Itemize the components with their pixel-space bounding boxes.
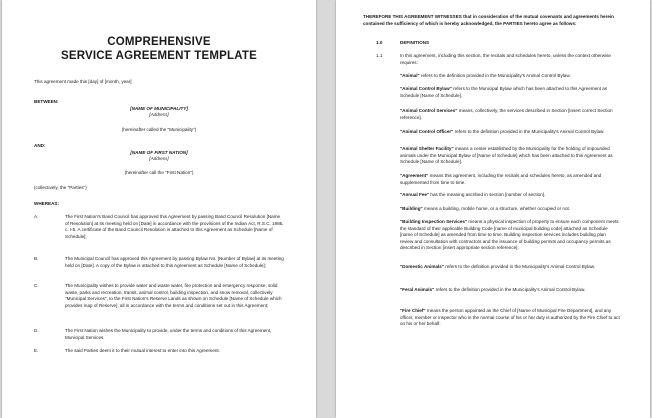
municipality-address: [Address] (149, 112, 169, 117)
definition-item (400, 73, 620, 80)
definition-text: has the meaning ascribed in section [number of section]. (429, 192, 546, 197)
between-label: BETWEEN: (34, 99, 59, 104)
document-title-line2: SERVICE AGREEMENT TEMPLATE (60, 50, 258, 62)
definition-term: "Building" (400, 206, 423, 211)
first-nation-hereinafter: (hereinafter call the "First Nation") (124, 170, 194, 175)
municipality-name: [NAME OF MUNICIPALITY] (130, 106, 188, 111)
definition-text: means this agreement, including the recitals and schedules hereto, as amended and supplemented from time to time. (400, 173, 602, 185)
definition-term: "Building Inspection Services" (400, 219, 468, 224)
recital-letter: B. (34, 256, 39, 261)
definition-item (400, 86, 620, 99)
document-page-right (336, 0, 650, 418)
recital-letter: D. (34, 328, 39, 333)
definition-term: "Feral Animals" (400, 287, 435, 292)
definition-term: "Annual Fee" (400, 192, 430, 197)
recital-text: The said Parties deem it to their mutual interest to enter into this Agreement. (65, 348, 220, 353)
definition-item (400, 264, 620, 271)
recital-text: The Municipality wishes to provide water and waste water, fire protection and emergency response, solid waste, parks and recreation, transit, animal control, building inspection, and snow removal, collectively "Municipal Services", to the First Nation's Reserve Lands as shown on Schedule [Name of Schedule which provides map of Reserve], all in accordance with the terms and conditions set out in this Agreement; (65, 283, 282, 308)
definition-text: means a center established by the Municipality for the holding of impounded animals under the Municipal Bylaw of [Name of Schedule] which has been attached to this Agreement as Schedule [Name of Schedule]. (400, 146, 613, 164)
definition-text: means the person appointed as the Chief of [Name of Municipal Fire Department], and any officer, member or inspector who in the normal course of his or her duty is authorized by the Fire Chief to act on his or her behalf. (400, 308, 620, 326)
definition-text: refers to the definition provided in the Municipality's Animal Control Bylaw. (434, 287, 586, 292)
first-nation-address: [Address] (149, 156, 169, 161)
definition-term: "Animal Shelter Facility" (400, 146, 454, 151)
definition-text: refers to the Municipal Bylaw which has been attached to this Agreement as Schedule [Name of Schedule]. (400, 86, 608, 98)
definition-term: "Animal" (400, 73, 420, 78)
document-page-left (2, 0, 316, 418)
whereas-label: WHEREAS: (34, 201, 60, 206)
and-label: AND: (34, 143, 46, 148)
definition-term: "Agreement" (400, 173, 429, 178)
subsection-text: In this agreement, including this section, the recitals and schedules hereto, unless the context otherwise requires: (400, 53, 611, 65)
recital-text: The Municipal Council has approved this Agreement by passing Bylaw No. [Number of Bylaw] at its meeting held on [Date]. A copy of the Bylaw is attached to this Agreement as Schedule [Name of Schedule]; (65, 256, 284, 268)
definition-term: "Domestic Animals" (400, 264, 445, 269)
definition-text: refers to the definition provided in the Municipality's Animal Control Bylaw. (444, 264, 596, 269)
definition-term: "Animal Control Services" (400, 108, 458, 113)
definition-term: "Animal Control Bylaw" (400, 86, 452, 91)
recital-letter: A. (34, 214, 39, 219)
definition-item (400, 308, 620, 328)
definition-term: "Animal Control Officer" (400, 129, 454, 134)
definition-item (400, 219, 620, 252)
recital-text: The First Nation's Band Council has approved this Agreement by passing Band Council Resolution [Name of Resolution] at its meeting held on [Date] in accordance with the provisions of the Indian Act, R.S.C. 1985, c. I-5. A certificate of the Band Council Resolution is attached to this Agreement as Schedule [Name of Schedule]; (65, 214, 284, 239)
definition-item (400, 146, 620, 166)
definition-text: means a building, mobile home, or a structure, whether occupied or not. (422, 206, 571, 211)
definition-item (400, 287, 620, 294)
first-nation-name: [NAME OF FIRST NATION] (130, 150, 188, 155)
agreement-date-line: This agreement made this [day] of [month, year] (34, 79, 132, 84)
document-title-line1: COMPREHENSIVE (107, 36, 211, 48)
subsection-number: 1.1 (376, 53, 383, 58)
definition-text: means, collectively, the services described in Section [Insert correct Section reference]. (400, 108, 613, 120)
section-number: 1.0 (376, 40, 383, 45)
collectively-line: (collectively, the "Parties") (34, 185, 87, 190)
definition-term: "Fire Chief" (400, 308, 426, 313)
definition-item (400, 108, 620, 121)
witnesses-intro: THEREFORE THIS AGREEMENT WITNESSES that in consideration of the mutual covenants and agreements herein contained the sufficiency of which is hereby acknowledged, the PARTIES hereto agree as follows: (363, 14, 614, 26)
definition-item (400, 129, 620, 136)
definition-text: refers to the definition provided in the Municipality's Animal Control Bylaw. (453, 129, 605, 134)
recital-letter: E. (34, 348, 39, 353)
recital-letter: C. (34, 283, 39, 288)
definition-item (400, 173, 620, 186)
municipality-hereinafter: (hereinafter called the "Municipality") (121, 127, 197, 132)
definition-item (400, 192, 620, 199)
section-title: DEFINITIONS (400, 40, 430, 45)
recital-text: The First Nation wishes the Municipality to provide, under the terms and conditions of this Agreement, Municipal Services. (65, 328, 272, 340)
definition-item (400, 206, 620, 213)
definition-text: refers to the definition provided in the Municipality's Animal Control Bylaw. (419, 73, 571, 78)
definition-text: means a physical inspection of property to ensure each component meets the standard of their applicable Building Code [name of municipal building code] attached as Schedule [name of Schedule] as amended from time to time. Building inspection services includes building plan review and consultation with contractors and the issuance of building permits and occupancy permits as described in Section [insert appropriate section reference]. (400, 219, 619, 250)
